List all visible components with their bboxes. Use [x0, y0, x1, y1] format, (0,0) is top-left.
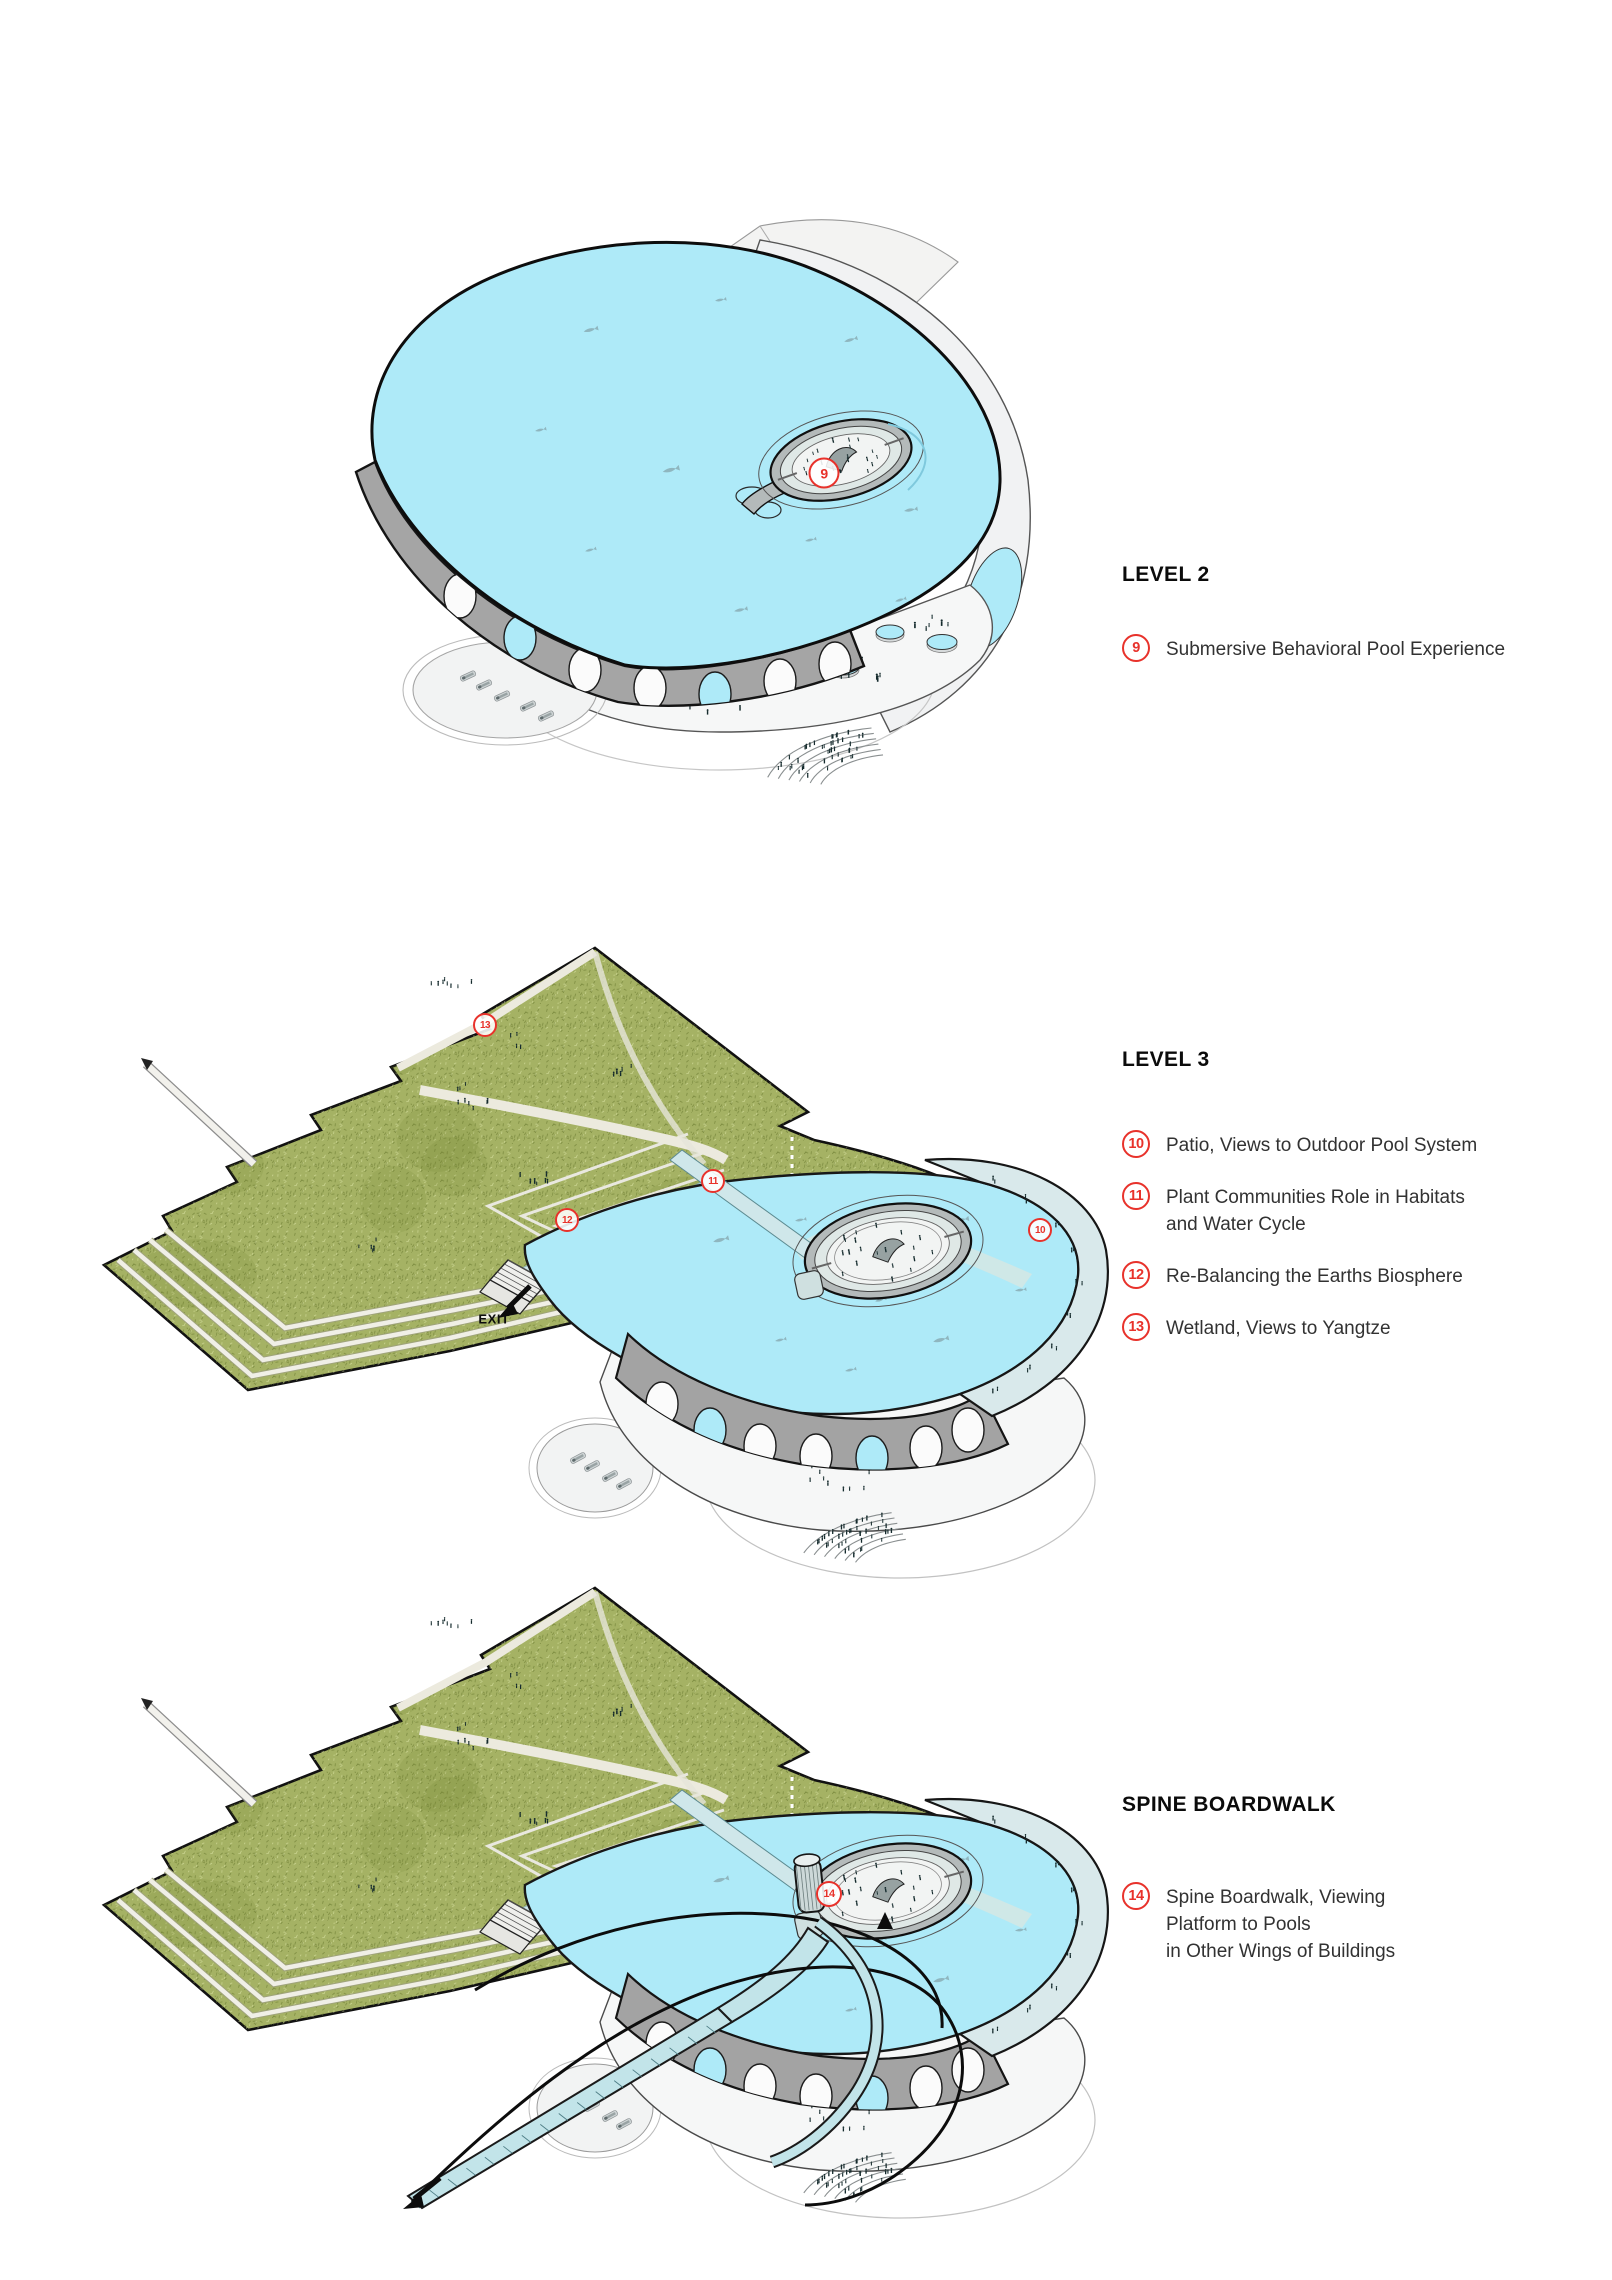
legend-level-3 [1122, 1048, 1542, 1367]
legend-item [1122, 1884, 1542, 1965]
legend-item [1122, 1132, 1542, 1159]
legend-item-number: 13 [1122, 1313, 1150, 1341]
legend-item-text: Plant Communities Role in Habitats and Water Cycle [1166, 1187, 1465, 1235]
legend-title: SPINE BOARDWALK [1122, 1793, 1336, 1816]
marker-13: 13 [473, 1013, 497, 1037]
legend-item-number: 10 [1122, 1130, 1150, 1158]
exit-label: EXIT [478, 1311, 510, 1327]
diagram-level-2 [290, 210, 1060, 755]
legend-item [1122, 636, 1542, 663]
legend-item-number: 11 [1122, 1182, 1150, 1210]
marker-11: 11 [701, 1169, 725, 1193]
diagram-level-3 [20, 920, 1120, 1520]
spine-boardwalk-illustration [20, 1560, 1120, 2260]
legend-spine-boardwalk [1122, 1793, 1542, 1990]
legend-item [1122, 1263, 1542, 1290]
legend-title: LEVEL 2 [1122, 563, 1210, 586]
legend-item-text: Spine Boardwalk, Viewing Platform to Pools in Other Wings of Buildings [1166, 1887, 1396, 1962]
diagram-spine-boardwalk [20, 1560, 1120, 2260]
legend-item-number: 12 [1122, 1261, 1150, 1289]
marker-9: 9 [809, 458, 840, 489]
legend-item [1122, 1184, 1542, 1238]
legend-title: LEVEL 3 [1122, 1048, 1210, 1071]
legend-item-text: Re-Balancing the Earths Biosphere [1166, 1266, 1463, 1287]
legend-item-text: Patio, Views to Outdoor Pool System [1166, 1135, 1478, 1156]
marker-12: 12 [555, 1208, 579, 1232]
legend-item-text: Wetland, Views to Yangtze [1166, 1318, 1391, 1339]
legend-item-number: 14 [1122, 1882, 1150, 1910]
legend-level-2 [1122, 563, 1542, 688]
legend-item-number: 9 [1122, 634, 1150, 662]
legend-item [1122, 1315, 1542, 1342]
marker-14: 14 [816, 1881, 842, 1907]
legend-item-text: Submersive Behavioral Pool Experience [1166, 639, 1506, 660]
marker-10: 10 [1028, 1218, 1052, 1242]
level-2-illustration [290, 210, 1060, 755]
